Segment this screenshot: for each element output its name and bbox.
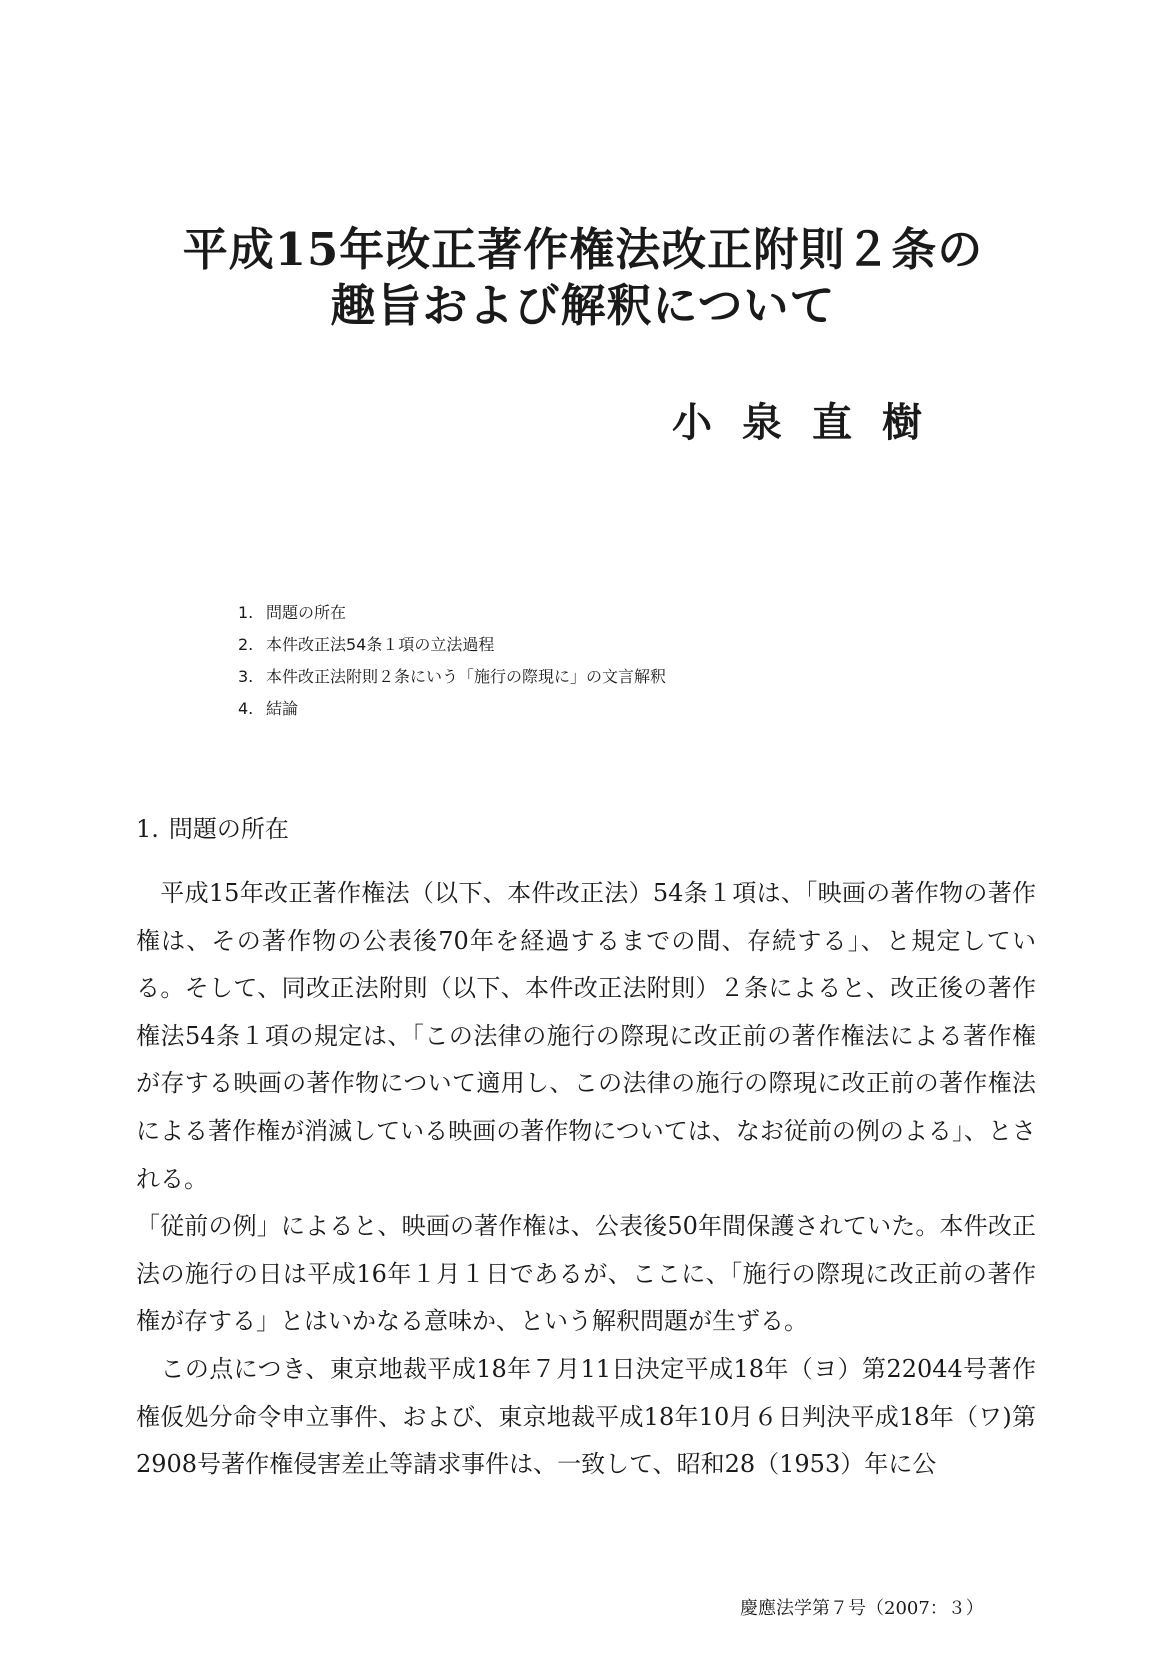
article-title (0, 222, 1166, 334)
author-name: 小泉直樹 (672, 399, 952, 446)
toc-item-label: 結論 (266, 699, 299, 718)
section-heading (136, 812, 289, 846)
toc-item (238, 693, 666, 725)
section-number: 1. (136, 815, 159, 843)
toc-item (238, 661, 666, 693)
table-of-contents (238, 597, 666, 725)
title-line-2: 趣旨および解釈について (330, 279, 836, 332)
toc-item (238, 597, 666, 629)
paragraph: 「従前の例」によると、映画の著作権は、公表後50年間保護されていた。本件改正法の施行の日は平成16年１月１日であるが、ここに、「施行の際現に改正前の著作権が存する」とはいかなる意味か、という解釈問題が生ずる。 (136, 1212, 1036, 1336)
toc-item-label: 本件改正法54条１項の立法過程 (266, 635, 495, 654)
paragraph: この点につき、東京地裁平成18年７月11日決定平成18年（ヨ）第22044号著作権仮処分命令申立事件、および、東京地裁平成18年10月６日判決平成18年（ワ)第2908号著作権侵害差止等請求事件は、一致して、昭和28（1953）年に公 (136, 1354, 1036, 1479)
toc-item-number: 2. (238, 635, 254, 654)
toc-item-label: 問題の所在 (266, 603, 347, 622)
toc-item (238, 629, 666, 661)
toc-item-label: 本件改正法附則２条にいう「施行の際現に」の文言解釈 (266, 667, 667, 686)
title-line-1: 平成15年改正著作権法改正附則２条の (182, 223, 984, 276)
section-title: 問題の所在 (168, 815, 289, 843)
body-text (136, 870, 1036, 1489)
toc-item-number: 1. (238, 603, 254, 622)
journal-footer: 慶應法学第７号（2007：３） (740, 1598, 984, 1619)
toc-item-number: 3. (238, 667, 254, 686)
paragraph: 平成15年改正著作権法（以下、本件改正法）54条１項は、「映画の著作物の著作権は、その著作物の公表後70年を経過するまでの間、存続する」、と規定している。そして、同改正法附則（以下、本件改正法附則）２条によると、改正後の著作権法54条１項の規定は、「この法律の施行の際現に改正前の著作権法による著作権が存する映画の著作物について適用し、この法律の施行の際現に改正前の著作権法による著作権が消滅している映画の著作物については、なお従前の例のよる」、とされる。 (136, 879, 1036, 1193)
toc-item-number: 4. (238, 699, 254, 718)
